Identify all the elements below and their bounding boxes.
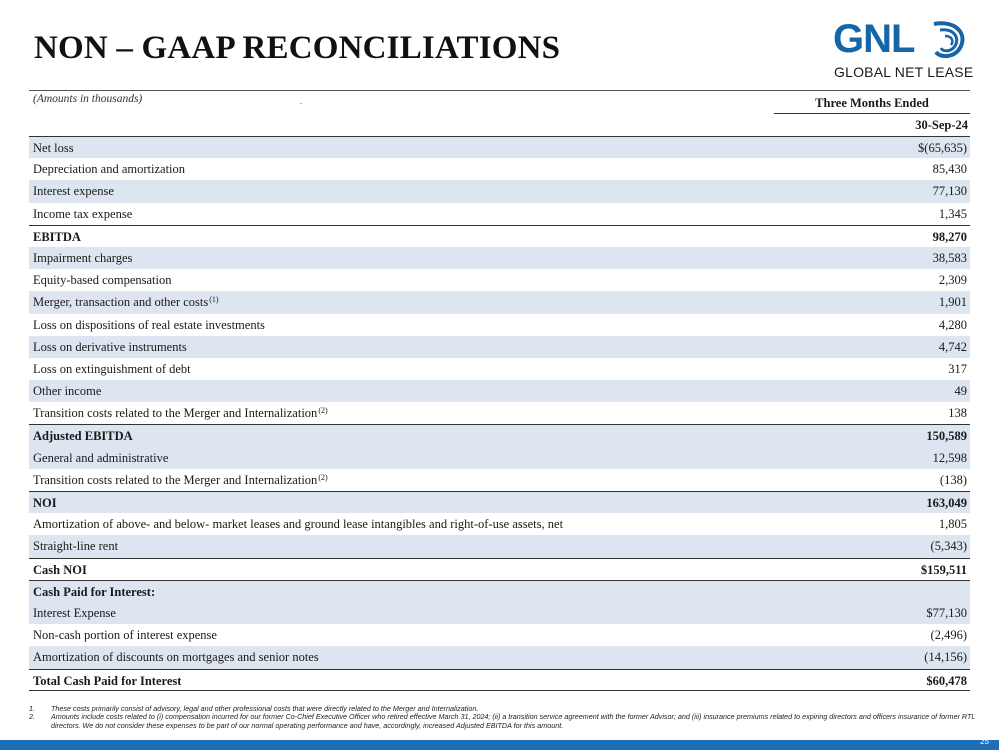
table-row [29, 402, 970, 424]
amounts-note: (Amounts in thousands) [33, 93, 143, 105]
row-value: 77,130 [932, 184, 967, 199]
row-label [33, 358, 191, 380]
row-value: $77,130 [926, 605, 967, 620]
table-body [29, 136, 970, 691]
table-row [29, 314, 970, 336]
column-date: 30-Sep-24 [915, 118, 968, 132]
row-value: (14,156) [924, 650, 967, 665]
footnotes [29, 705, 979, 730]
footnote-ref: (2) [318, 472, 328, 482]
row-value: 98,270 [932, 229, 967, 244]
table-row [29, 646, 970, 668]
row-label [33, 581, 155, 602]
table-row [29, 291, 970, 313]
table-row [29, 669, 970, 691]
row-label-text: Transition costs related to the Merger and Internalization [33, 472, 318, 487]
row-label-text: Loss on dispositions of real estate investments [33, 317, 265, 332]
row-label [33, 203, 132, 225]
table-row [29, 491, 970, 513]
row-label [33, 624, 217, 646]
logo-company-name: GLOBAL NET LEASE [834, 64, 974, 80]
row-value: 1,805 [938, 517, 967, 532]
row-label-text: NOI [33, 496, 57, 510]
row-value: 138 [948, 406, 967, 421]
row-label-text: Other income [33, 384, 102, 399]
table-row [29, 469, 970, 491]
footnote-text: Amounts include costs related to (i) compensation incurred for our former Co-Chief Executive Officer who retired effective March 31, 2024; (ii) a transition service agreement with the former Advisor; and (iii) insurance premiums related to expiring directors and officers insurance of former RTL directors. We do not consider these expenses to be part of our normal operating performance and have, accordingly, increased Adjusted EBITDA for this amount. [51, 712, 976, 730]
footnote [29, 713, 979, 730]
row-label [33, 380, 101, 402]
row-label [33, 492, 57, 513]
row-label [33, 336, 187, 358]
row-value: 150,589 [926, 429, 967, 444]
table-row [29, 602, 970, 624]
row-label [33, 158, 185, 180]
row-label-text: Amortization of above- and below- market leases and ground lease intangibles and right-of-use assets, net [33, 517, 564, 532]
row-value: 1,345 [938, 206, 967, 221]
table-row [29, 358, 970, 380]
table-row [29, 513, 970, 535]
table-row [29, 580, 970, 602]
page-number: 25 [980, 737, 989, 746]
table-row [29, 203, 970, 225]
row-label-text: Amortization of discounts on mortgages and senior notes [33, 650, 319, 665]
row-label [33, 291, 219, 313]
row-label [33, 137, 74, 158]
row-value: 163,049 [926, 496, 967, 510]
row-label-text: Cash NOI [33, 562, 87, 577]
row-value: 85,430 [932, 162, 967, 177]
table-row [29, 380, 970, 402]
row-value: (138) [939, 472, 967, 487]
table-row [29, 424, 970, 446]
row-label-text: Interest expense [33, 184, 114, 199]
row-label-text: Adjusted EBITDA [33, 429, 133, 444]
company-logo [833, 16, 983, 86]
table-row [29, 225, 970, 247]
row-label [33, 535, 118, 557]
swirl-logo-icon [926, 18, 970, 62]
row-label [33, 269, 172, 291]
row-label [33, 469, 328, 491]
row-label-text: Loss on derivative instruments [33, 339, 187, 354]
row-value: (5,343) [930, 539, 967, 554]
row-label [33, 513, 563, 535]
footnote-ref: (1) [209, 295, 219, 305]
footnote-text: These costs primarily consist of advisory, legal and other professional costs that were directly related to the Merger and Internalization. [51, 704, 479, 713]
table-row [29, 269, 970, 291]
table-row [29, 558, 970, 580]
row-value: 2,309 [938, 273, 967, 288]
row-label [33, 447, 168, 469]
footnote-ref: (2) [318, 406, 328, 416]
table-row [29, 624, 970, 646]
row-value: (2,496) [930, 628, 967, 643]
row-label-text: Interest Expense [33, 605, 116, 620]
row-value: 4,280 [938, 317, 967, 332]
row-value: 317 [948, 361, 967, 376]
page-title: NON – GAAP RECONCILIATIONS [34, 30, 561, 66]
row-label-text: Depreciation and amortization [33, 162, 186, 177]
row-label [33, 226, 81, 247]
row-label-text: Transition costs related to the Merger and Internalization [33, 406, 318, 421]
table-row [29, 535, 970, 557]
row-label [33, 402, 328, 424]
footnote-number: 2. [29, 712, 35, 722]
row-label [33, 670, 181, 690]
reconciliation-table [29, 90, 970, 691]
footer-bar [0, 740, 999, 750]
table-row [29, 158, 970, 180]
row-value: $159,511 [920, 562, 967, 577]
row-label-text: Total Cash Paid for Interest [33, 673, 182, 688]
table-row [29, 136, 970, 158]
row-label-text: Impairment charges [33, 250, 133, 265]
row-label-text: Merger, transaction and other costs [33, 295, 209, 310]
row-label [33, 602, 116, 624]
row-value: 38,583 [932, 250, 967, 265]
row-label [33, 247, 132, 269]
row-label-text: Cash Paid for Interest: [33, 584, 156, 599]
row-value: 49 [954, 384, 967, 399]
row-label-text: Income tax expense [33, 206, 133, 221]
row-label [33, 559, 87, 580]
row-label-text: Net loss [33, 141, 74, 155]
row-value: 4,742 [938, 339, 967, 354]
row-label-text: General and administrative [33, 450, 169, 465]
row-label-text: Loss on extinguishment of debt [33, 361, 191, 376]
table-row [29, 336, 970, 358]
row-label [33, 425, 133, 446]
logo-mark: GNL [833, 17, 915, 61]
stray-mark: . [300, 97, 302, 106]
row-label [33, 180, 114, 202]
row-label-text: Non-cash portion of interest expense [33, 628, 217, 643]
table-header [29, 90, 970, 136]
footnote-number: 1. [29, 704, 35, 713]
row-label-text: Equity-based compensation [33, 273, 172, 288]
row-value: 1,901 [938, 295, 967, 310]
row-value: $(65,635) [918, 141, 967, 155]
row-label-text: EBITDA [33, 229, 81, 244]
table-row [29, 180, 970, 202]
column-header: Three Months Ended [774, 96, 970, 114]
table-row [29, 247, 970, 269]
row-value: $60,478 [926, 673, 967, 688]
row-value: 12,598 [932, 450, 967, 465]
row-label [33, 314, 265, 336]
table-row [29, 447, 970, 469]
row-label-text: Straight-line rent [33, 539, 119, 554]
row-label [33, 646, 319, 668]
